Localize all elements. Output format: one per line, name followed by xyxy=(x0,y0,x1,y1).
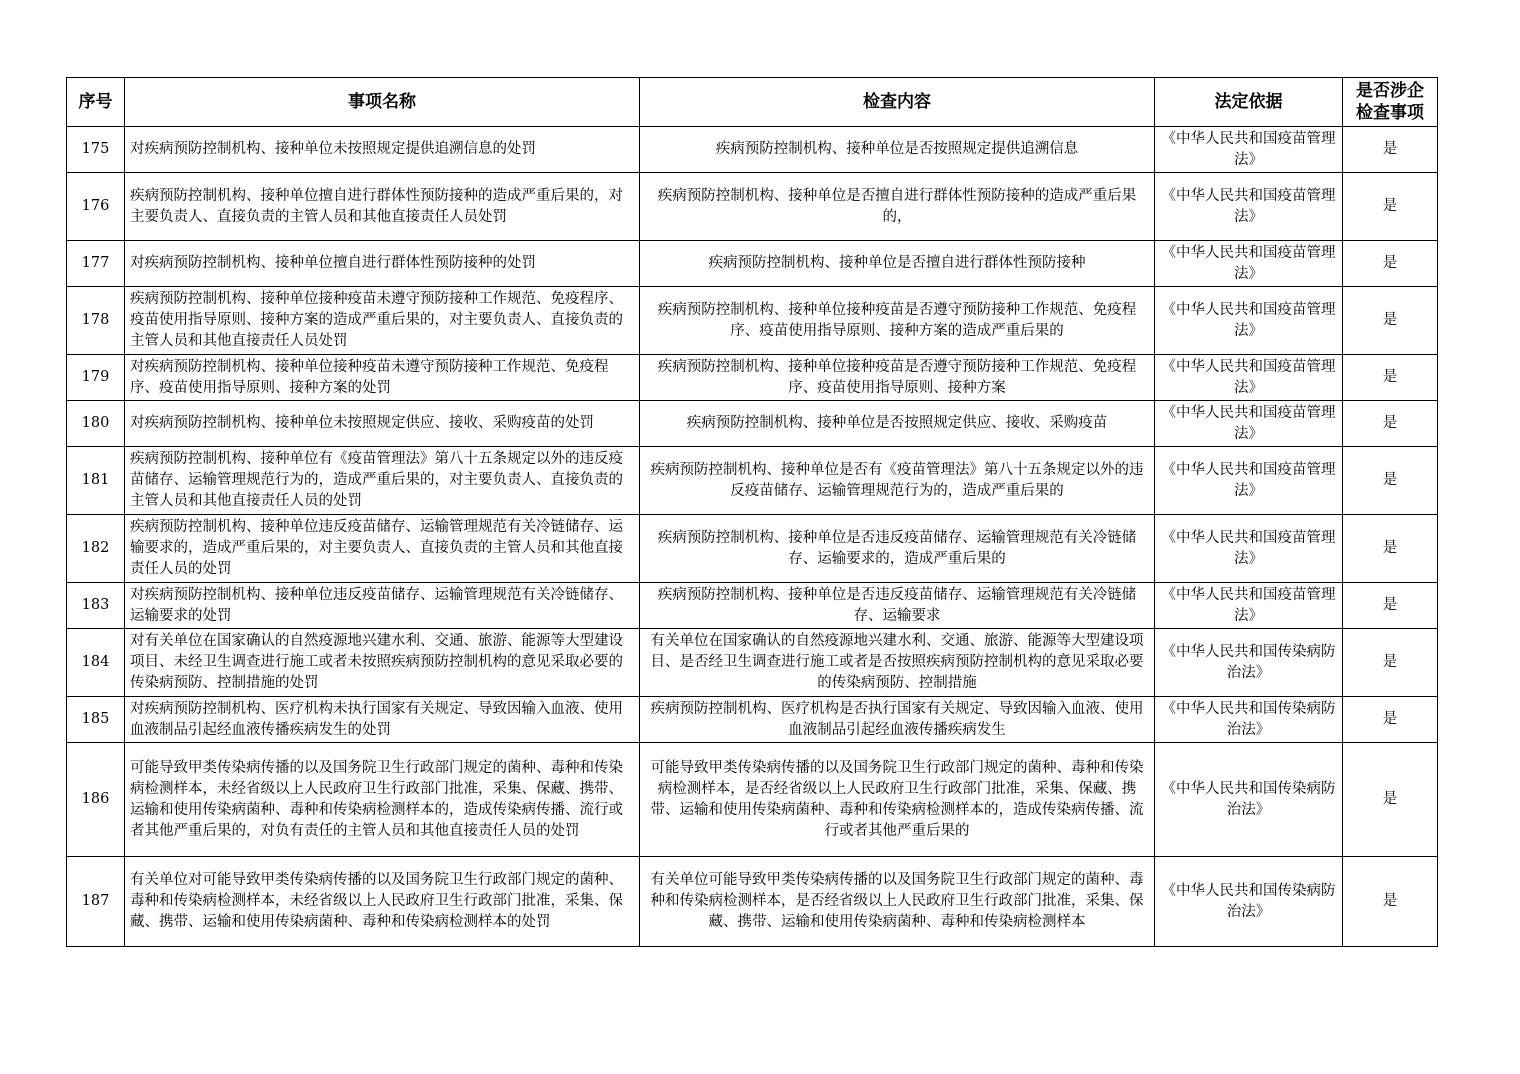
cell-enterprise-flag: 是 xyxy=(1343,241,1438,287)
cell-legal-basis: 《中华人民共和国疫苗管理法》 xyxy=(1155,127,1343,173)
cell-item-name: 对疾病预防控制机构、接种单位未按照规定供应、接收、采购疫苗的处罚 xyxy=(125,401,640,447)
cell-enterprise-flag: 是 xyxy=(1343,583,1438,629)
cell-enterprise-flag: 是 xyxy=(1343,127,1438,173)
cell-legal-basis: 《中华人民共和国疫苗管理法》 xyxy=(1155,287,1343,355)
table-row xyxy=(67,629,1438,697)
table-row xyxy=(67,697,1438,743)
header-item-name: 事项名称 xyxy=(125,78,640,127)
cell-legal-basis: 《中华人民共和国疫苗管理法》 xyxy=(1155,241,1343,287)
table-row xyxy=(67,857,1438,947)
cell-enterprise-flag: 是 xyxy=(1343,857,1438,947)
table-row xyxy=(67,583,1438,629)
cell-inspection-content: 疾病预防控制机构、医疗机构是否执行国家有关规定、导致因输入血液、使用血液制品引起经血液传播疾病发生 xyxy=(640,697,1155,743)
cell-inspection-content: 有关单位在国家确认的自然疫源地兴建水利、交通、旅游、能源等大型建设项目、是否经卫生调查进行施工或者是否按照疾病预防控制机构的意见采取必要的传染病预防、控制措施 xyxy=(640,629,1155,697)
cell-serial-number: 182 xyxy=(67,515,125,583)
cell-item-name: 疾病预防控制机构、接种单位有《疫苗管理法》第八十五条规定以外的违反疫苗储存、运输管理规范行为的，造成严重后果的，对主要负责人、直接负责的主管人员和其他直接责任人员的处罚 xyxy=(125,447,640,515)
cell-item-name: 对疾病预防控制机构、接种单位违反疫苗储存、运输管理规范有关冷链储存、运输要求的处罚 xyxy=(125,583,640,629)
cell-item-name: 对疾病预防控制机构、医疗机构未执行国家有关规定、导致因输入血液、使用血液制品引起经血液传播疾病发生的处罚 xyxy=(125,697,640,743)
table-row xyxy=(67,743,1438,857)
cell-serial-number: 175 xyxy=(67,127,125,173)
cell-serial-number: 183 xyxy=(67,583,125,629)
cell-serial-number: 184 xyxy=(67,629,125,697)
header-enterprise-line1: 是否涉企 xyxy=(1356,81,1424,101)
cell-inspection-content: 疾病预防控制机构、接种单位接种疫苗是否遵守预防接种工作规范、免疫程序、疫苗使用指导原则、接种方案 xyxy=(640,355,1155,401)
table-row xyxy=(67,173,1438,241)
cell-enterprise-flag: 是 xyxy=(1343,287,1438,355)
cell-item-name: 可能导致甲类传染病传播的以及国务院卫生行政部门规定的菌种、毒种和传染病检测样本，未经省级以上人民政府卫生行政部门批准，采集、保藏、携带、运输和使用传染病菌种、毒种和传染病检测样本的，造成传染病传播、流行或者其他严重后果的，对负有责任的主管人员和其他直接责任人员的处罚 xyxy=(125,743,640,857)
cell-inspection-content: 有关单位可能导致甲类传染病传播的以及国务院卫生行政部门规定的菌种、毒种和传染病检测样本，是否经省级以上人民政府卫生行政部门批准，采集、保藏、携带、运输和使用传染病菌种、毒种和传染病检测样本 xyxy=(640,857,1155,947)
cell-enterprise-flag: 是 xyxy=(1343,629,1438,697)
table-row xyxy=(67,401,1438,447)
cell-item-name: 疾病预防控制机构、接种单位擅自进行群体性预防接种的造成严重后果的，对主要负责人、直接负责的主管人员和其他直接责任人员处罚 xyxy=(125,173,640,241)
cell-item-name: 对疾病预防控制机构、接种单位擅自进行群体性预防接种的处罚 xyxy=(125,241,640,287)
header-legal-basis: 法定依据 xyxy=(1155,78,1343,127)
cell-serial-number: 179 xyxy=(67,355,125,401)
cell-serial-number: 187 xyxy=(67,857,125,947)
cell-legal-basis: 《中华人民共和国疫苗管理法》 xyxy=(1155,447,1343,515)
table-row xyxy=(67,127,1438,173)
cell-item-name: 有关单位对可能导致甲类传染病传播的以及国务院卫生行政部门规定的菌种、毒种和传染病检测样本，未经省级以上人民政府卫生行政部门批准，采集、保藏、携带、运输和使用传染病菌种、毒种和传染病检测样本的处罚 xyxy=(125,857,640,947)
cell-serial-number: 178 xyxy=(67,287,125,355)
cell-serial-number: 180 xyxy=(67,401,125,447)
cell-serial-number: 176 xyxy=(67,173,125,241)
cell-enterprise-flag: 是 xyxy=(1343,401,1438,447)
cell-legal-basis: 《中华人民共和国疫苗管理法》 xyxy=(1155,401,1343,447)
cell-legal-basis: 《中华人民共和国疫苗管理法》 xyxy=(1155,355,1343,401)
cell-item-name: 对有关单位在国家确认的自然疫源地兴建水利、交通、旅游、能源等大型建设项目、未经卫生调查进行施工或者未按照疾病预防控制机构的意见采取必要的传染病预防、控制措施的处罚 xyxy=(125,629,640,697)
cell-inspection-content: 疾病预防控制机构、接种单位是否按照规定提供追溯信息 xyxy=(640,127,1155,173)
cell-legal-basis: 《中华人民共和国疫苗管理法》 xyxy=(1155,515,1343,583)
cell-serial-number: 185 xyxy=(67,697,125,743)
cell-item-name: 对疾病预防控制机构、接种单位未按照规定提供追溯信息的处罚 xyxy=(125,127,640,173)
header-enterprise-line2: 检查事项 xyxy=(1356,103,1424,123)
cell-enterprise-flag: 是 xyxy=(1343,447,1438,515)
cell-serial-number: 181 xyxy=(67,447,125,515)
table-row xyxy=(67,355,1438,401)
header-inspection-content: 检查内容 xyxy=(640,78,1155,127)
cell-legal-basis: 《中华人民共和国传染病防治法》 xyxy=(1155,697,1343,743)
table-row xyxy=(67,515,1438,583)
table-header-row xyxy=(67,78,1438,127)
cell-inspection-content: 疾病预防控制机构、接种单位是否违反疫苗储存、运输管理规范有关冷链储存、运输要求的，造成严重后果的 xyxy=(640,515,1155,583)
cell-serial-number: 177 xyxy=(67,241,125,287)
table-row xyxy=(67,287,1438,355)
cell-legal-basis: 《中华人民共和国疫苗管理法》 xyxy=(1155,583,1343,629)
cell-serial-number: 186 xyxy=(67,743,125,857)
cell-inspection-content: 可能导致甲类传染病传播的以及国务院卫生行政部门规定的菌种、毒种和传染病检测样本，是否经省级以上人民政府卫生行政部门批准，采集、保藏、携带、运输和使用传染病菌种、毒种和传染病检测样本的，造成传染病传播、流行或者其他严重后果的 xyxy=(640,743,1155,857)
cell-item-name: 对疾病预防控制机构、接种单位接种疫苗未遵守预防接种工作规范、免疫程序、疫苗使用指导原则、接种方案的处罚 xyxy=(125,355,640,401)
cell-inspection-content: 疾病预防控制机构、接种单位接种疫苗是否遵守预防接种工作规范、免疫程序、疫苗使用指导原则、接种方案的造成严重后果的 xyxy=(640,287,1155,355)
cell-inspection-content: 疾病预防控制机构、接种单位是否擅自进行群体性预防接种 xyxy=(640,241,1155,287)
cell-enterprise-flag: 是 xyxy=(1343,515,1438,583)
cell-legal-basis: 《中华人民共和国传染病防治法》 xyxy=(1155,743,1343,857)
header-enterprise-related xyxy=(1343,78,1438,127)
table-row xyxy=(67,447,1438,515)
cell-legal-basis: 《中华人民共和国传染病防治法》 xyxy=(1155,857,1343,947)
cell-inspection-content: 疾病预防控制机构、接种单位是否按照规定供应、接收、采购疫苗 xyxy=(640,401,1155,447)
cell-inspection-content: 疾病预防控制机构、接种单位是否有《疫苗管理法》第八十五条规定以外的违反疫苗储存、运输管理规范行为的，造成严重后果的 xyxy=(640,447,1155,515)
table-row xyxy=(67,241,1438,287)
header-serial-number: 序号 xyxy=(67,78,125,127)
cell-inspection-content: 疾病预防控制机构、接种单位是否擅自进行群体性预防接种的造成严重后果的， xyxy=(640,173,1155,241)
cell-enterprise-flag: 是 xyxy=(1343,355,1438,401)
cell-legal-basis: 《中华人民共和国传染病防治法》 xyxy=(1155,629,1343,697)
cell-enterprise-flag: 是 xyxy=(1343,743,1438,857)
cell-enterprise-flag: 是 xyxy=(1343,697,1438,743)
cell-item-name: 疾病预防控制机构、接种单位违反疫苗储存、运输管理规范有关冷链储存、运输要求的，造成严重后果的，对主要负责人、直接负责的主管人员和其他直接责任人员的处罚 xyxy=(125,515,640,583)
cell-inspection-content: 疾病预防控制机构、接种单位是否违反疫苗储存、运输管理规范有关冷链储存、运输要求 xyxy=(640,583,1155,629)
cell-legal-basis: 《中华人民共和国疫苗管理法》 xyxy=(1155,173,1343,241)
cell-enterprise-flag: 是 xyxy=(1343,173,1438,241)
cell-item-name: 疾病预防控制机构、接种单位接种疫苗未遵守预防接种工作规范、免疫程序、疫苗使用指导原则、接种方案的造成严重后果的，对主要负责人、直接负责的主管人员和其他直接责任人员处罚 xyxy=(125,287,640,355)
inspection-items-table xyxy=(66,77,1438,947)
